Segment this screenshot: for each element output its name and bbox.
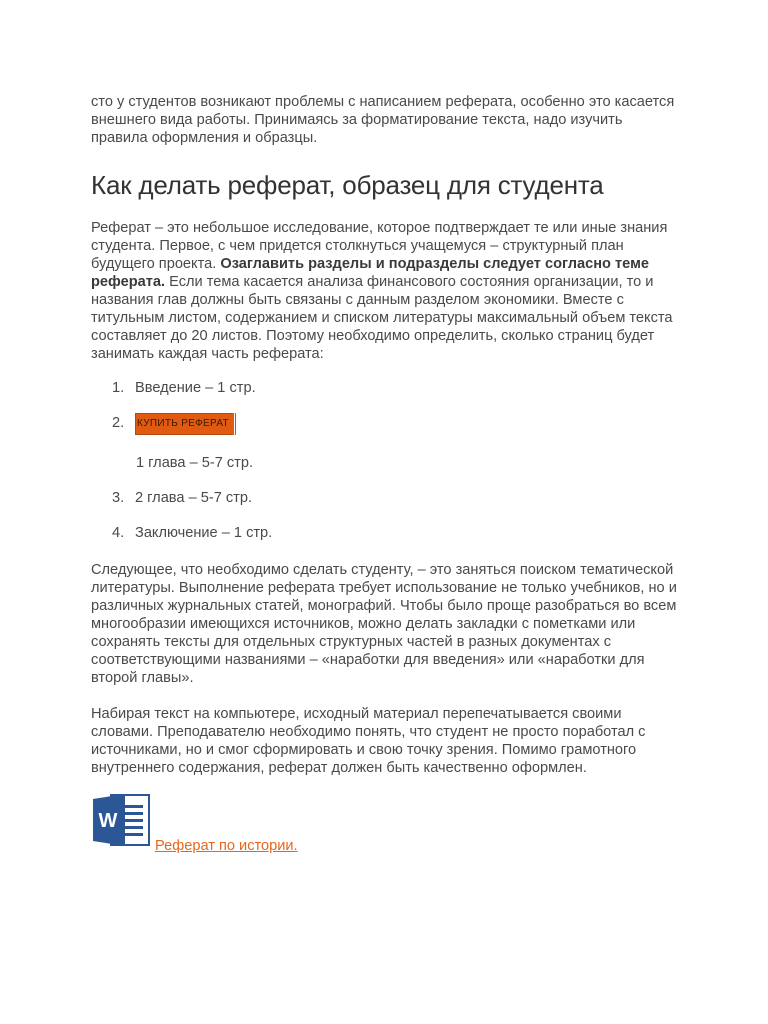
paragraph-1-text-cont: Если тема касается анализа финансового состояния организации, то и названия глав должны быть связаны с данным разделом экономики. Вместе с титульным листом, содержанием и списком литературы максимальный объем текста составляет до 20 листов. Поэтому необходимо определить, сколько страниц будет занимать каждая часть реферата: — [91, 274, 673, 362]
document-attachment — [93, 793, 353, 853]
section-heading: Как делать реферат, образец для студента — [91, 170, 604, 200]
list-number: 3. — [112, 490, 125, 506]
structure-list — [91, 379, 681, 542]
paragraph-1-text: Реферат – это небольшое исследование, которое подтверждает те или иные знания студента. Первое, с чем придется столкнуться учащемуся – структурный план будущего проекта. — [91, 220, 668, 272]
list-number: 4. — [112, 525, 125, 541]
paragraph-2: Следующее, что необходимо сделать студенту, – это заняться поиском тематической литературы. Выполнение реферата требует использование не только учебников, но и различных журнальных статей, монографий. Чтобы было проще разобраться во всем многообразии имеющихся источников, можно делать закладки с пометками или сохранять тексты для отдельных структурных частей в разных документах с соответствующими названиями – «наработки для введения» или «наработки для второй главы». — [91, 562, 677, 686]
word-icon-letter: W — [98, 810, 118, 832]
list-number: 2. — [112, 415, 125, 431]
list-number: 1. — [112, 380, 125, 396]
list-item-text: Введение – 1 стр. — [135, 380, 256, 396]
history-essay-link[interactable]: Реферат по истории. — [155, 838, 298, 854]
buy-essay-button[interactable]: КУПИТЬ РЕФЕРАТ — [135, 413, 234, 435]
list-item-text: 2 глава – 5-7 стр. — [135, 490, 253, 506]
list-item-sub — [91, 454, 681, 472]
paragraph-3: Набирая текст на компьютере, исходный материал перепечатывается своими словами. Преподавателю необходимо понять, что студент не просто поработал с источниками, но и смог сформировать и свою точку зрения. Помимо грамотного внутреннего содержания, реферат должен быть качественно оформлен. — [91, 706, 646, 776]
paragraph-1-bold-text: Озаглавить разделы и подразделы следует согласно теме реферата. — [91, 256, 649, 290]
intro-paragraph: сто у студентов возникают проблемы с написанием реферата, особенно это касается внешнего вида работы. Принимаясь за форматирование текста, надо изучить правила оформления и образцы. — [91, 94, 675, 146]
list-item — [91, 524, 681, 542]
list-item — [91, 414, 681, 454]
paragraph-1 — [91, 219, 681, 363]
word-document-icon[interactable] — [93, 793, 151, 847]
list-item-sub-text: 1 глава – 5-7 стр. — [136, 455, 254, 471]
list-item — [91, 379, 681, 397]
list-item — [91, 489, 681, 507]
list-item-text: Заключение – 1 стр. — [135, 525, 273, 541]
article — [91, 93, 681, 777]
